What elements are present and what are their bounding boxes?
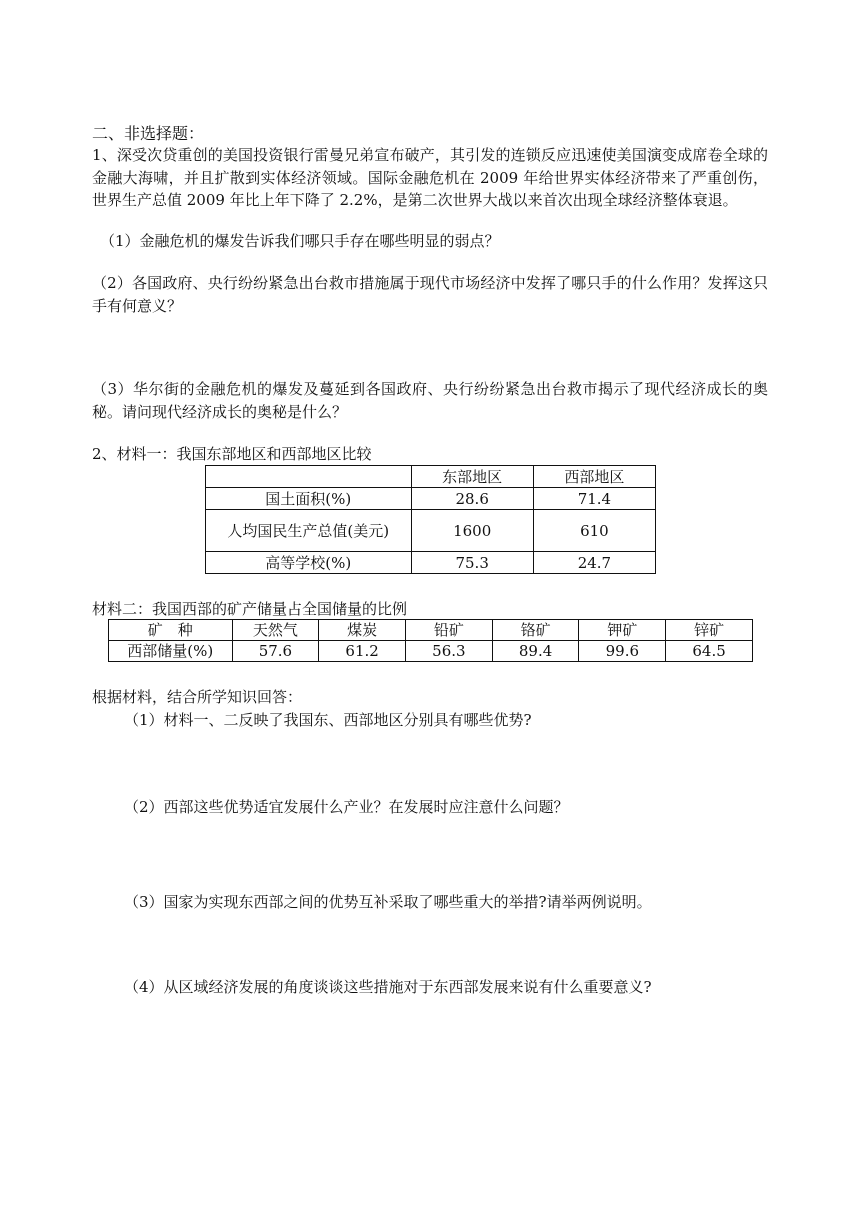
question-2-sub-1: （1）材料一、二反映了我国东、西部地区分别具有哪些优势? <box>124 711 532 729</box>
material-2-label: 材料二：我国西部的矿产储量占全国储量的比例 <box>92 600 408 618</box>
table-cell: 人均国民生产总值(美元) <box>206 510 412 552</box>
question-1-intro: 1、深受次贷重创的美国投资银行雷曼兄弟宣布破产，其引发的连锁反应迅速使美国演变成席卷全球的金融大海啸，并且扩散到实体经济领域。国际金融危机在 2009 年给世界实体经济带来了严重创伤，世界生产总值 2009 年比上年下降了 2.2%，是第二次世界大战以来首次出现全球经济整体衰退。 <box>92 146 768 209</box>
table-header-cell: 铅矿 <box>406 620 493 641</box>
table-header-west: 西部地区 <box>533 466 655 488</box>
table-row <box>206 552 656 574</box>
table-cell: 64.5 <box>666 641 753 662</box>
table-header-cell: 铬矿 <box>492 620 579 641</box>
answer-prompt: 根据材料，结合所学知识回答： <box>92 688 303 706</box>
mineral-reserves-table <box>108 619 753 662</box>
material-1-label: 2、材料一：我国东部地区和西部地区比较 <box>92 445 372 463</box>
table-row <box>109 620 753 641</box>
table-cell: 56.3 <box>406 641 493 662</box>
question-2-sub-3: （3）国家为实现东西部之间的优势互补采取了哪些重大的举措?请举两例说明。 <box>124 893 652 911</box>
table-header-cell: 钾矿 <box>579 620 666 641</box>
table-header-cell: 锌矿 <box>666 620 753 641</box>
table-cell: 28.6 <box>411 488 533 510</box>
question-2-sub-4: （4）从区域经济发展的角度谈谈这些措施对于东西部发展来说有什么重要意义? <box>124 978 652 996</box>
table-cell: 71.4 <box>533 488 655 510</box>
table-cell: 西部储量(%) <box>109 641 233 662</box>
table-row <box>206 466 656 488</box>
table-row <box>206 488 656 510</box>
table-header-cell: 天然气 <box>232 620 319 641</box>
question-1-sub-2: （2）各国政府、央行纷纷紧急出台救市措施属于现代市场经济中发挥了哪只手的什么作用？发挥这只手有何意义？ <box>92 274 768 315</box>
table-row <box>109 641 753 662</box>
table-cell: 610 <box>533 510 655 552</box>
table-cell: 1600 <box>411 510 533 552</box>
question-1-sub-3: （3）华尔街的金融危机的爆发及蔓延到各国政府、央行纷纷紧急出台救市揭示了现代经济成长的奥秘。请问现代经济成长的奥秘是什么？ <box>92 380 768 421</box>
table-cell: 75.3 <box>411 552 533 574</box>
table-header-cell: 矿 种 <box>109 620 233 641</box>
table-cell: 99.6 <box>579 641 666 662</box>
table-cell: 89.4 <box>492 641 579 662</box>
table-cell <box>206 466 412 488</box>
table-cell: 国土面积(%) <box>206 488 412 510</box>
table-cell: 61.2 <box>319 641 406 662</box>
table-cell: 高等学校(%) <box>206 552 412 574</box>
table-header-cell: 煤炭 <box>319 620 406 641</box>
question-1-sub-1: （1）金融危机的爆发告诉我们哪只手存在哪些明显的弱点？ <box>100 232 500 250</box>
section-title: 二、非选择题： <box>92 124 205 143</box>
table-cell: 57.6 <box>232 641 319 662</box>
region-comparison-table <box>205 465 656 574</box>
question-2-sub-2: （2）西部这些优势适宜发展什么产业？在发展时应注意什么问题？ <box>124 798 569 816</box>
table-cell: 24.7 <box>533 552 655 574</box>
table-header-east: 东部地区 <box>411 466 533 488</box>
table-row <box>206 510 656 552</box>
